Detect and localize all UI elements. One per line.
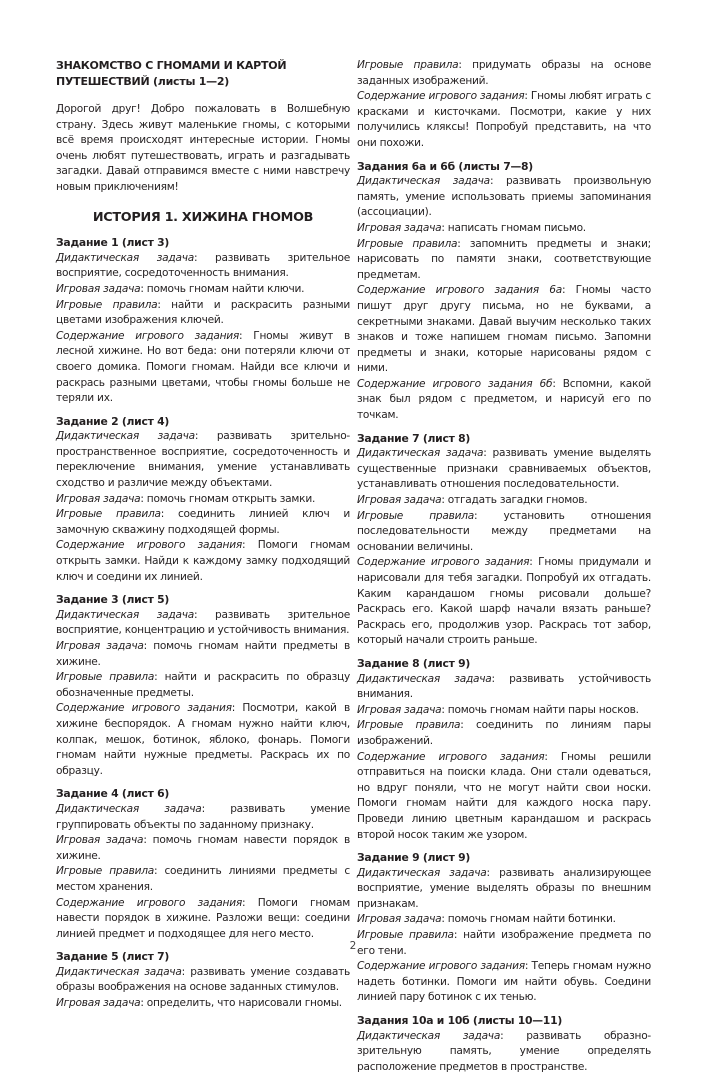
didactic-goal — [56, 251, 350, 282]
game-task — [56, 996, 350, 1012]
game-rules — [56, 670, 350, 701]
game-task-label: Игровая задача — [357, 221, 442, 234]
rules-text: : найти и раскрасить по образцу обозначенные предметы. — [56, 671, 350, 699]
game-rules — [357, 718, 651, 749]
game-task — [357, 912, 651, 928]
didactic-goal — [357, 1029, 651, 1075]
task-content — [56, 538, 350, 585]
didactic-label: Дидактическая задача — [56, 430, 195, 443]
didactic-label: Дидактическая задача — [357, 672, 492, 685]
content-label: Содержание игрового задания — [56, 896, 242, 909]
task-10 — [357, 1013, 651, 1075]
task-content — [56, 896, 350, 943]
rules-label: Игровые правила — [357, 509, 474, 522]
game-task-label: Игровая задача — [56, 492, 141, 505]
rules-text: : соединить по линиям пары изображений. — [357, 719, 652, 747]
content-text: : Гномы любят играть с красками и кисточками. Посмотри, какие у них получились кляксы! Попробуй представить, на что они похожи. — [357, 90, 651, 149]
task-5-continued — [357, 58, 651, 152]
task-title: Задание 2 (лист 4) — [56, 414, 170, 428]
right-column — [357, 58, 652, 1073]
task-content — [56, 701, 350, 779]
didactic-label: Дидактическая задача — [56, 608, 194, 621]
game-rules — [357, 237, 651, 284]
task-7 — [357, 431, 651, 649]
didactic-goal — [357, 866, 651, 913]
task-content — [357, 89, 651, 151]
content-text: : Помоги гномам открыть замки. Найди к каждому замку подходящий ключ и соедини их линией. — [56, 539, 350, 583]
task-2 — [56, 414, 350, 586]
game-task-label: Игровая задача — [357, 703, 442, 716]
intro-title: ЗНАКОМСТВО С ГНОМАМИ И КАРТОЙ ПУТЕШЕСТВИЙ (листы 1—2) — [56, 59, 287, 88]
didactic-text: : развивать умение выделять существенные признаки сравниваемых объектов, устанавливать отношения последовательности. — [357, 447, 652, 491]
left-column — [56, 58, 351, 1010]
rules-text: : соединить линией ключ и замочную скважину подходящей формы. — [56, 508, 350, 536]
content-6a-text: : Гномы часто пишут друг другу письма, но не буквами, а секретными знаками. Давай выучим несколько таких знаков и тоже напишем гномам письмо. Запомни предметы и знаки, которые нарисованы рядом с ними. — [357, 284, 651, 375]
game-task-label: Игровая задача — [56, 834, 144, 847]
game-task-text: : помочь гномам открыть замки. — [140, 492, 316, 505]
task-9 — [357, 850, 651, 1006]
content-label: Содержание игрового задания — [56, 539, 242, 552]
content-6b-label: Содержание игрового задания 6б — [357, 377, 553, 390]
document-page — [56, 58, 652, 1073]
rules-text: : установить отношения последовательности между предметами на основании величины. — [357, 509, 651, 553]
didactic-goal — [357, 446, 651, 493]
game-task — [56, 492, 350, 508]
game-rules — [56, 507, 350, 538]
didactic-text: : развивать умение создавать образы воображения на основе заданных стимулов. — [56, 965, 351, 994]
game-task-text: : помочь гномам найти ботинки. — [441, 913, 616, 926]
content-6b-text: : Вспомни, какой знак был рядом с предметом, и нарисуй его по точкам. — [357, 377, 651, 422]
game-task-label: Игровая задача — [357, 913, 442, 926]
game-task — [357, 493, 651, 509]
rules-label: Игровые правила — [56, 671, 155, 684]
task-title: Задания 10а и 10б (листы 10—11) — [357, 1014, 563, 1028]
content-6a-label: Содержание игрового задания 6а — [357, 284, 562, 297]
didactic-text: : развивать произвольную память, умение использовать приемы запоминания (ассоциации). — [357, 175, 652, 219]
didactic-label: Дидактическая задача — [56, 965, 182, 978]
content-label: Содержание игрового задания — [357, 556, 530, 569]
rules-text: : соединить линиями предметы с местом хранения. — [56, 865, 350, 893]
intro-text: Дорогой друг! Добро пожаловать в Волшебную страну. Здесь живут маленькие гномы, с которыми всё время происходят интересные истории. Гномы очень любят путешествовать, играть и разгадывать загадки. Давай отправимся вместе с ними навстречу новым приключениям! — [56, 103, 350, 193]
content-label: Содержание игрового задания — [56, 329, 239, 342]
rules-text: : найти и раскрасить разными цветами изображения ключей. — [56, 298, 350, 327]
task-5 — [56, 949, 350, 1011]
game-task-text: : определить, что нарисовали гномы. — [140, 997, 342, 1010]
didactic-goal — [56, 429, 350, 491]
game-task-label: Игровая задача — [357, 494, 442, 507]
didactic-text: : развивать зрительное восприятие, сосредоточенность внимания. — [56, 251, 350, 280]
game-task-text: : помочь гномам найти ключи. — [140, 282, 305, 295]
didactic-label: Дидактическая задача — [357, 447, 484, 460]
content-label: Содержание игрового задания — [357, 750, 545, 763]
didactic-text: : развивать образно-зрительную память, умение определять расположение предметов в пространстве. — [357, 1029, 651, 1073]
game-task-label: Игровая задача — [56, 640, 144, 652]
content-text: : Теперь гномам нужно надеть ботинки. Помоги им найти обувь. Соедини линией пару ботинок с их тенью. — [357, 960, 651, 1004]
task-3 — [56, 592, 350, 779]
game-rules — [357, 509, 651, 556]
story-title: ИСТОРИЯ 1. ХИЖИНА ГНОМОВ — [92, 209, 314, 225]
didactic-text: : развивать зрительно-пространственное восприятие, сосредоточенность и переключение внимания, умение устанавливать сходство и различие между объектами. — [56, 430, 351, 490]
page-number: 2 — [349, 940, 357, 952]
task-6 — [357, 159, 651, 424]
didactic-text: : развивать анализирующее восприятие, умение выделять образы по внешним признакам. — [357, 866, 651, 910]
task-8 — [357, 656, 651, 843]
content-label: Содержание игрового задания — [357, 90, 525, 103]
didactic-goal — [56, 802, 350, 833]
content-text: : Посмотри, какой в хижине беспорядок. А гномам нужно найти ключ, колпак, мешок, ботинок, яблоко, фонарь. Помоги гномам найти нужные предметы. Раскрась их по образцу. — [56, 702, 350, 777]
game-task-text: : помочь гномам найти пары носков. — [441, 703, 639, 716]
rules-label: Игровые правила — [357, 59, 459, 71]
task-title: Задания 6а и 6б (листы 7—8) — [357, 159, 533, 173]
didactic-goal — [56, 965, 350, 996]
game-rules — [56, 864, 350, 895]
game-task-text: : написать гномам письмо. — [441, 221, 586, 234]
task-title: Задание 1 (лист 3) — [56, 236, 170, 250]
game-task — [357, 221, 651, 237]
didactic-goal — [357, 672, 651, 703]
task-content-6a — [357, 283, 651, 377]
task-content-6b — [357, 377, 651, 424]
task-1 — [56, 235, 350, 407]
content-label: Содержание игрового задания — [357, 960, 525, 973]
game-task-text: : отгадать загадки гномов. — [441, 494, 588, 507]
game-rules — [357, 58, 651, 89]
didactic-text: : развивать устойчивость внимания. — [357, 672, 651, 701]
task-title: Задание 9 (лист 9) — [357, 851, 471, 865]
task-content — [357, 959, 651, 1006]
rules-label: Игровые правила — [56, 508, 161, 521]
didactic-label: Дидактическая задача — [357, 175, 490, 188]
rules-label: Игровые правила — [56, 865, 154, 878]
didactic-label: Дидактическая задача — [357, 1029, 501, 1042]
rules-label: Игровые правила — [357, 929, 454, 942]
content-label: Содержание игрового задания — [56, 702, 232, 715]
rules-text: : найти изображение предмета по его тени. — [357, 929, 651, 957]
didactic-label: Дидактическая задача — [56, 802, 202, 815]
game-rules — [56, 298, 350, 329]
task-title: Задание 5 (лист 7) — [56, 950, 170, 964]
didactic-label: Дидактическая задача — [56, 251, 194, 264]
game-task-text: : помочь гномам найти предметы в хижине. — [56, 640, 350, 668]
task-title: Задание 3 (лист 5) — [56, 593, 170, 607]
task-content — [357, 555, 651, 649]
content-text: : Гномы живут в лесной хижине. Но вот беда: они потеряли ключи от своего домика. Помоги гномам. Найди все ключи и раскрась разными цветами, чтобы гномы больше не теряли их. — [56, 329, 350, 405]
rules-label: Игровые правила — [357, 237, 458, 250]
game-task — [56, 282, 350, 298]
game-task-label: Игровая задача — [56, 282, 141, 295]
content-text: : Помоги гномам навести порядок в хижине. Разложи вещи: соедини линией предмет и подходящее для него место. — [56, 896, 350, 940]
game-task-text: : помочь гномам навести порядок в хижине. — [56, 834, 350, 862]
rules-label: Игровые правила — [357, 719, 461, 732]
didactic-text: : развивать умение группировать объекты по заданному признаку. — [56, 802, 350, 831]
task-title: Задание 8 (лист 9) — [357, 656, 471, 670]
game-task — [56, 639, 350, 670]
game-task-label: Игровая задача — [56, 997, 141, 1010]
task-title: Задание 4 (лист 6) — [56, 787, 170, 801]
task-4 — [56, 786, 350, 942]
game-task — [56, 833, 350, 864]
didactic-text: : развивать зрительное восприятие, концентрацию и устойчивость внимания. — [56, 608, 350, 637]
content-text: : Гномы придумали и нарисовали для тебя загадки. Попробуй их отгадать. Каким карандашом гномы рисовали дольше? Раскрась его. Какой шарф начали вязать раньше? Раскрась его, продолжив узор. Раскрась тот забор, который начали строить раньше. — [357, 556, 651, 647]
task-content — [56, 329, 350, 407]
task-content — [357, 750, 651, 844]
didactic-label: Дидактическая задача — [357, 866, 487, 879]
task-title: Задание 7 (лист 8) — [357, 431, 471, 445]
rules-text: : придумать образы на основе заданных изображений. — [357, 59, 651, 87]
rules-text: : запомнить предметы и знаки; нарисовать по памяти знаки, соответствующие предметам. — [357, 237, 651, 281]
content-text: : Гномы решили отправиться на поиски клада. Они стали одеваться, но вдруг поняли, что не могут найти свои носки. Помоги гномам найти для каждого носка пару. Проведи линию цветным карандашом и раскрась второй носок таким же узором. — [357, 750, 651, 841]
didactic-goal — [357, 174, 651, 221]
didactic-goal — [56, 608, 350, 639]
rules-label: Игровые правила — [56, 298, 158, 311]
game-task — [357, 703, 651, 719]
